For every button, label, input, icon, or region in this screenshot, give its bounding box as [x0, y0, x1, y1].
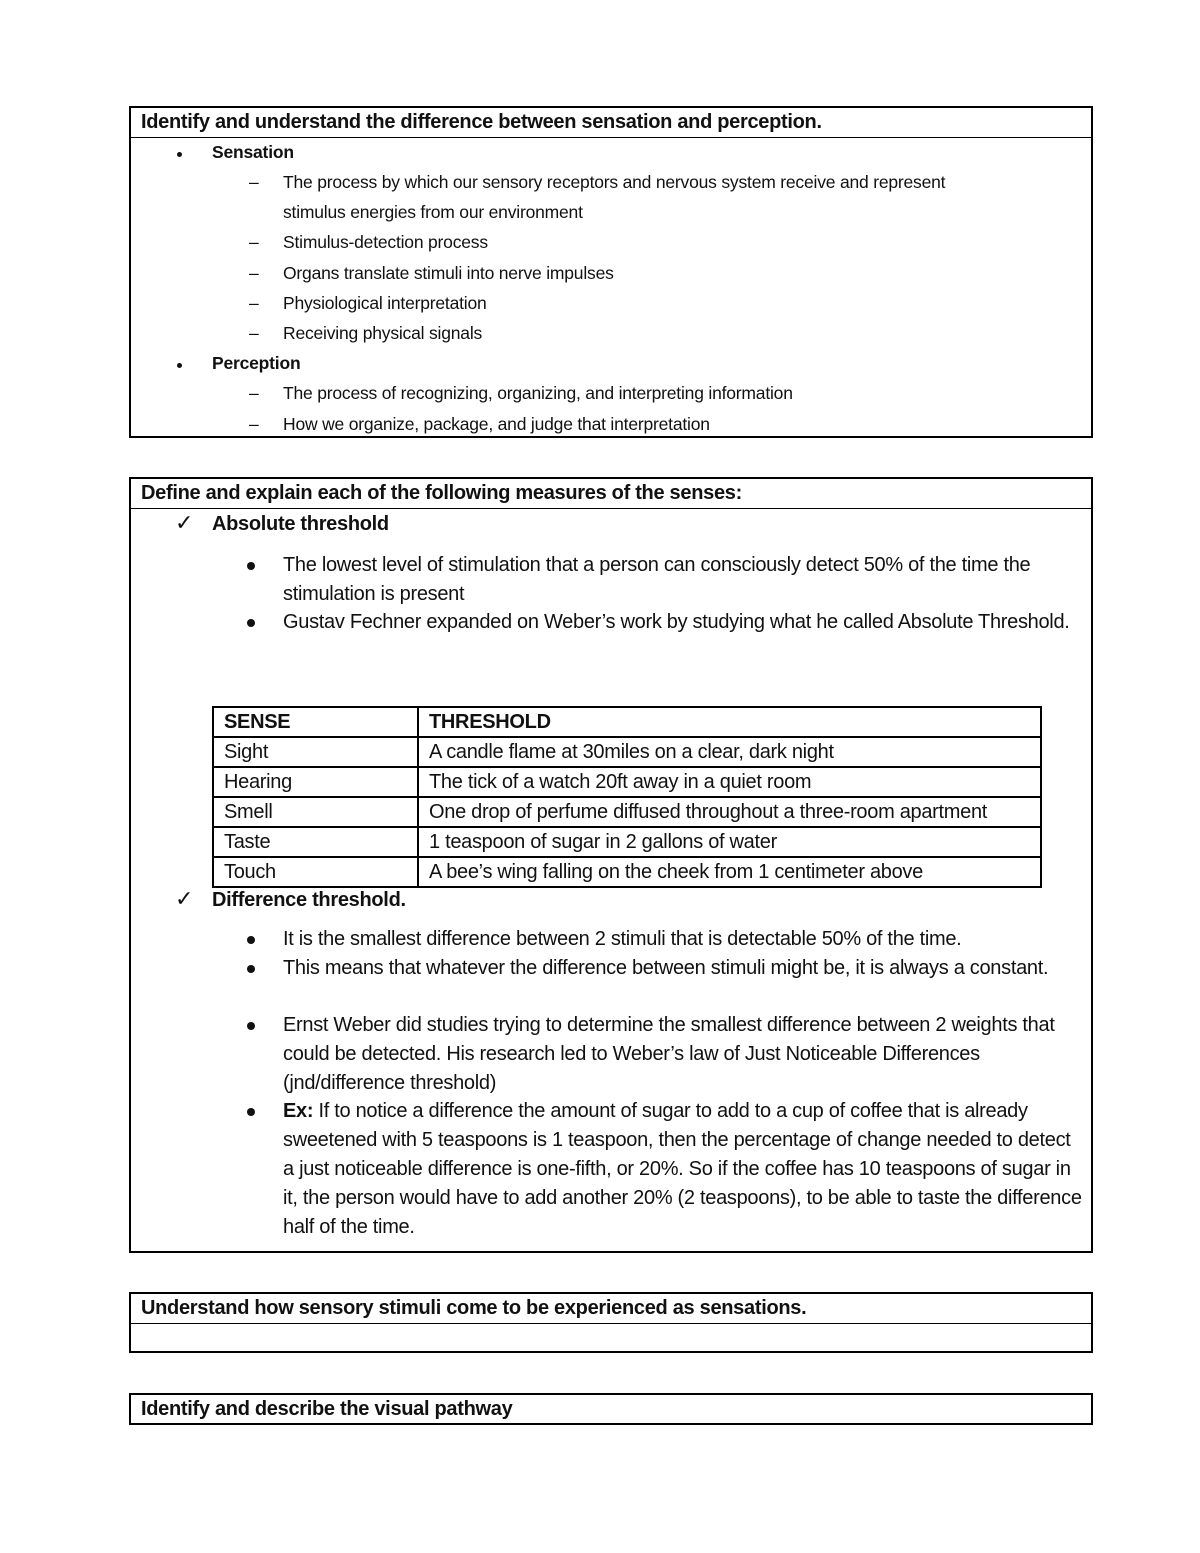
dash-icon: – — [249, 383, 259, 403]
measures-heading: Define and explain each of the following measures of the senses: — [131, 479, 1091, 509]
example-text: If to notice a difference the amount of sugar to add to a cup of coffee that is already sweetened with 5 teaspoons is 1 teaspoon, then the percentage of change needed to detect a just noticeable difference is one-fifth, or 20%. So if the coffee has 10 teaspoons of sugar in it, the person would have to add another 20% (2 teaspoons), to be able to taste the difference half of the time. — [283, 1100, 1082, 1238]
dash-icon: – — [249, 263, 259, 283]
visual-pathway-heading: Identify and describe the visual pathway — [141, 1398, 513, 1420]
table-row: Touch A bee’s wing falling on the cheek from 1 centimeter above — [213, 857, 1041, 887]
table-row: Smell One drop of perfume diffused throughout a three-room apartment — [213, 797, 1041, 827]
table-row: Sight A candle flame at 30miles on a clear, dark night — [213, 737, 1041, 767]
absolute-threshold-title: Absolute threshold — [212, 513, 389, 535]
difference-threshold-title: Difference threshold. — [212, 889, 406, 911]
sensory-stimuli-box — [129, 1292, 1093, 1353]
dash-icon: – — [249, 232, 259, 252]
threshold-table — [212, 706, 1042, 888]
threshold-table-header — [213, 707, 1041, 737]
bullet-dot-icon — [177, 152, 182, 157]
header-sense: SENSE — [213, 707, 418, 737]
example-label: Ex: — [283, 1100, 314, 1122]
checkmark-icon: ✓ — [175, 886, 194, 911]
sensation-perception-heading: Identify and understand the difference between sensation and perception. — [131, 108, 1091, 138]
bullet-dot-icon — [247, 936, 255, 944]
table-row: Taste 1 teaspoon of sugar in 2 gallons of water — [213, 827, 1041, 857]
bullet-dot-icon — [247, 1022, 255, 1030]
table-row: Hearing The tick of a watch 20ft away in a quiet room — [213, 767, 1041, 797]
sensory-stimuli-heading: Understand how sensory stimuli come to be experienced as sensations. — [131, 1294, 1091, 1324]
checkmark-icon: ✓ — [175, 510, 194, 535]
bullet-dot-icon — [247, 562, 255, 570]
bullet-dot-icon — [247, 619, 255, 627]
bullet-dot-icon — [247, 965, 255, 973]
dash-icon: – — [249, 414, 259, 434]
dash-icon: – — [249, 172, 259, 192]
bullet-dot-icon — [177, 363, 182, 368]
dash-icon: – — [249, 323, 259, 343]
bullet-dot-icon — [247, 1108, 255, 1116]
sensation-perception-box: Identify and understand the difference between sensation and perception. Sensation – The process by which our sensory receptors and nervous system receive and represent stimulus energies from our environment – Stimulus-detection process – Organs translate stimuli into nerve impulses – Physiological interpretation – Receiving physical signals Perception – The process of recognizing, organizing, and interpreting information – How we organize, package, and judge that interpretation — [129, 106, 1093, 438]
dash-icon: – — [249, 293, 259, 313]
measures-of-senses-box: Define and explain each of the following measures of the senses: ✓ Absolute threshold The lowest level of stimulation that a person can consciously detect 50% of the time the stimulation is present Gustav Fechner expanded on Weber’s work by studying what he called Absolute Threshold. SENSE THRESHOLD Sight A candle flame at 30miles on a clear, dark night Hearing The tick of a watch 20ft away in a quiet room Smell One drop of perfume diffused throughout a three-room apartment Taste 1 teaspoon of sugar in 2 gallons of water Touch A bee’s wing falling on the cheek from 1 centimeter above ✓ Difference threshold. It is the smallest difference between 2 stimuli that is detectable 50% of the time. This means that whatever the difference between stimuli might be, it is always a constant. Ernst Weber did studies trying to determine the smallest difference between 2 weights that could be detected. His research led to Weber’s law of Just Noticeable Differences (jnd/difference threshold) Ex: If to notice a difference the amount of sugar to add to a cup of coffee that is already sweetened with 5 teaspoons is 1 teaspoon, then the percentage of change needed to detect a just noticeable difference is one-fifth, or 20%. So if the coffee has 10 teaspoons of sugar in it, the person would have to add another 20% (2 teaspoons), to be able to taste the difference half of the time. — [129, 477, 1093, 1253]
visual-pathway-box — [129, 1393, 1093, 1425]
header-threshold: THRESHOLD — [418, 707, 1041, 737]
